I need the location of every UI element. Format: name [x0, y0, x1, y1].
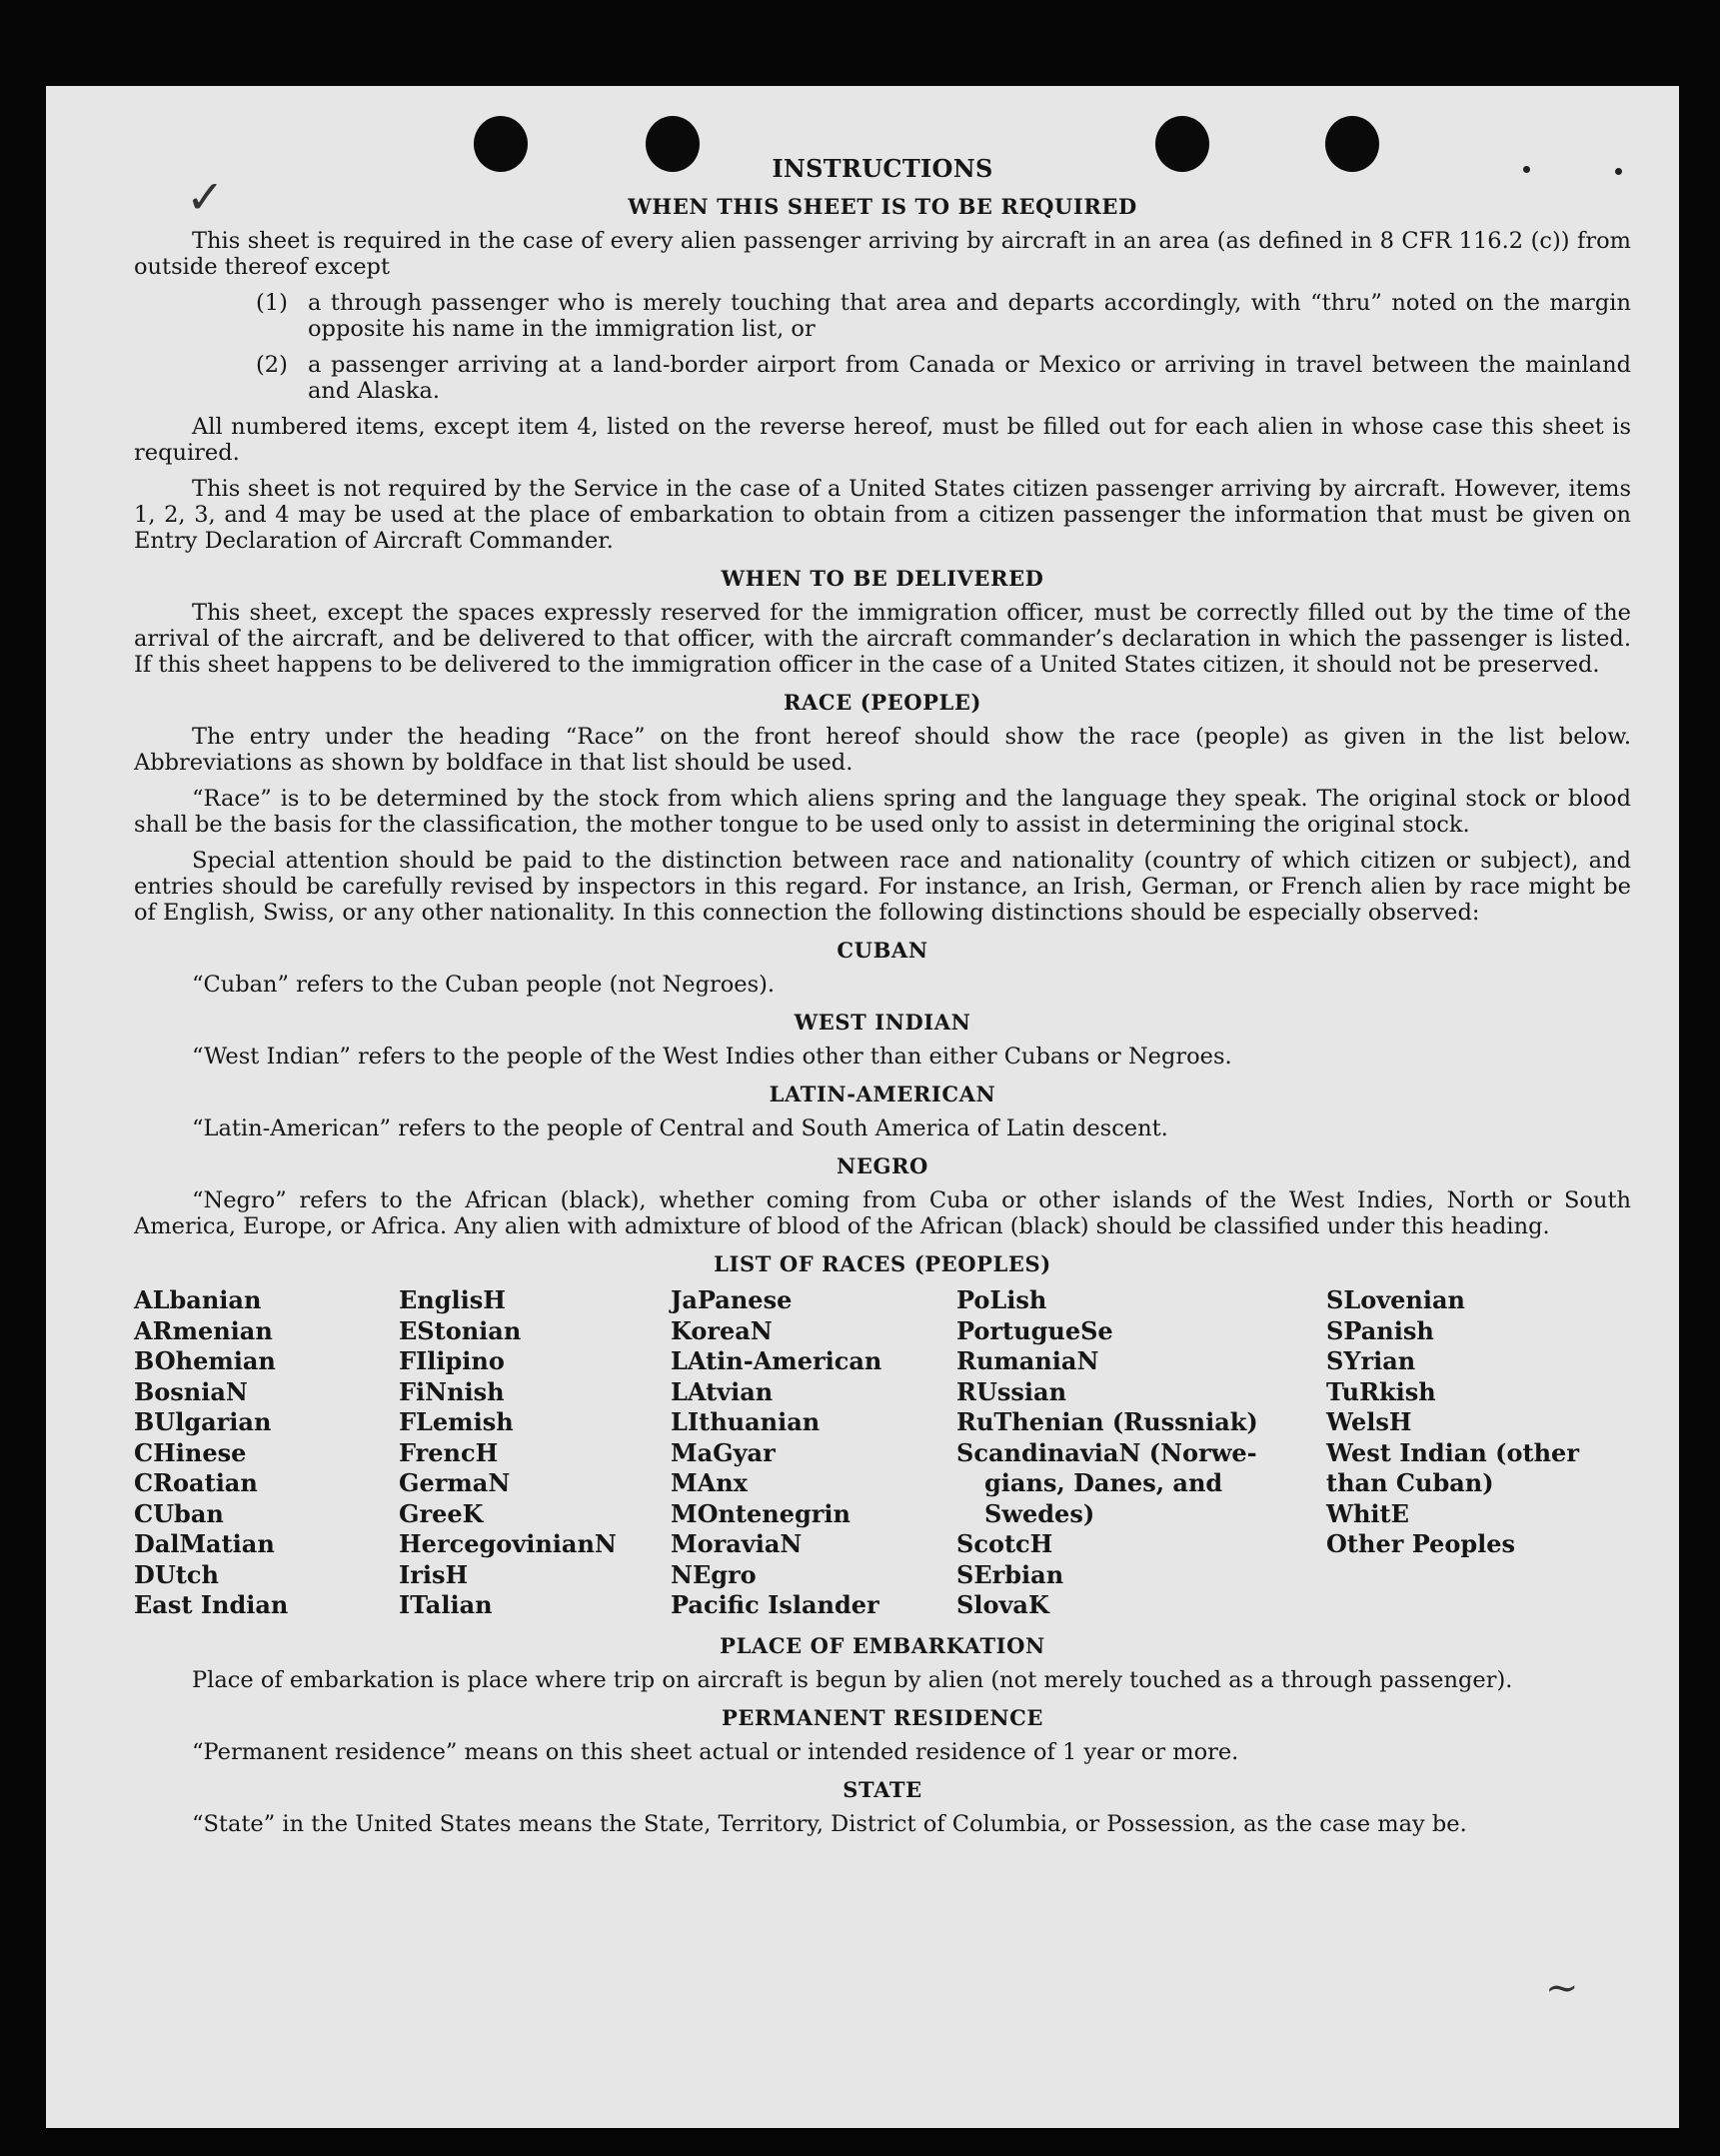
race-entry: SLovenian [1326, 1285, 1465, 1314]
race-entry: BUlgarian [134, 1407, 272, 1436]
item-number: (1) [256, 290, 288, 316]
document-page [46, 86, 1679, 2128]
race-entry-continuation: than Cuban) [1326, 1468, 1494, 1497]
race-entry: LAtin-American [671, 1346, 882, 1375]
race-entry: LIthuanian [671, 1407, 821, 1436]
race-entry: EnglisH [399, 1285, 506, 1314]
race-entry: BOhemian [134, 1346, 276, 1375]
race-entry: FrencH [399, 1437, 499, 1467]
race-entry: East Indian [134, 1590, 289, 1619]
paragraph-citizen: This sheet is not required by the Service in the case of a United States citizen passenger arriving by aircraft. However, items 1, 2, 3, and 4 may be used at the place of embarkation to obtain from a citizen passenger the information that must be given on Entry Declaration of Aircraft Commander. [134, 476, 1631, 554]
race-entry: Other Peoples [1326, 1529, 1516, 1558]
section-heading-residence: PERMANENT RESIDENCE [721, 1704, 1044, 1730]
race-entry-continuation: Swedes) [984, 1498, 1095, 1528]
race-entry: MOntenegrin [671, 1498, 851, 1528]
section-heading-negro: NEGRO [837, 1153, 928, 1178]
definition-cuban: “Cuban” refers to the Cuban people (not Negroes). [192, 972, 776, 998]
race-entry: CRoatian [134, 1468, 258, 1497]
race-entry: CHinese [134, 1437, 247, 1467]
race-entry: SPanish [1326, 1315, 1434, 1345]
paragraph-race-stock: “Race” is to be determined by the stock from which aliens spring and the language they speak. The original stock or blood shall be the basis for the classification, the mother tongue to be used only to assist in determining the original stock. [134, 786, 1631, 838]
paragraph-numbered-items: All numbered items, except item 4, listed on the reverse hereof, must be filled out for each alien in whose case this sheet is required. [134, 414, 1631, 466]
race-entry: NEgro [671, 1559, 757, 1589]
races-column [399, 1285, 671, 1621]
paragraph-delivery: This sheet, except the spaces expressly reserved for the immigration officer, must be correctly filled out by the time of the arrival of the aircraft, and be delivered to that officer, with the aircraft commander’s declaration in which the passenger is listed. If this sheet happens to be delivered to the immigration officer in the case of a United States citizen, it should not be preserved. [134, 600, 1631, 678]
definition-residence: “Permanent residence” means on this sheet actual or intended residence of 1 year or more. [192, 1738, 1239, 1765]
race-entry: GreeK [399, 1498, 484, 1528]
race-entry: SYrian [1326, 1346, 1416, 1375]
race-entry: PortugueSe [956, 1315, 1113, 1345]
race-entry: FIlipino [399, 1346, 505, 1375]
paragraph-embarkation: Place of embarkation is place where trip on aircraft is begun by alien (not merely touched as a through passenger). [192, 1666, 1513, 1693]
race-entry: West Indian (other [1326, 1437, 1579, 1467]
instructions-body [134, 156, 1631, 1847]
race-entry: ALbanian [134, 1285, 262, 1314]
races-column [671, 1285, 956, 1621]
race-entry: Pacific Islander [671, 1590, 879, 1619]
exception-item [256, 290, 1631, 342]
section-heading-when-delivered: WHEN TO BE DELIVERED [721, 566, 1044, 591]
race-entry: DalMatian [134, 1529, 275, 1558]
race-entry: CUban [134, 1498, 224, 1528]
race-entry: ITalian [399, 1590, 493, 1619]
races-column [956, 1285, 1326, 1621]
section-heading-race: RACE (PEOPLE) [783, 690, 982, 715]
section-heading-embarkation: PLACE OF EMBARKATION [720, 1632, 1045, 1658]
race-entry: JaPanese [671, 1285, 793, 1314]
race-entry: BosniaN [134, 1376, 248, 1406]
item-text: a passenger arriving at a land-border airport from Canada or Mexico or arriving in travel between the mainland and Alaska. [308, 352, 1631, 404]
pen-stroke-mark: ~ [1545, 1965, 1579, 2011]
paragraph-required-intro: This sheet is required in the case of every alien passenger arriving by aircraft in an area (as defined in 8 CFR 116.2 (c)) from outside thereof except [134, 228, 1631, 280]
exception-item [256, 352, 1631, 404]
race-entry: WhitE [1326, 1498, 1409, 1528]
section-heading-latin-american: LATIN-AMERICAN [769, 1081, 996, 1106]
race-entry: SlovaK [956, 1590, 1049, 1619]
race-entry: DUtch [134, 1559, 219, 1589]
handwritten-check-mark: ✓ [186, 170, 225, 224]
race-entry: FLemish [399, 1407, 514, 1436]
race-entry: RuThenian (Russniak) [956, 1407, 1258, 1436]
races-column [1326, 1285, 1626, 1621]
race-entry: MaGyar [671, 1437, 776, 1467]
race-entry: KoreaN [671, 1315, 773, 1345]
race-entry: ScandinaviaN (Norwe- [956, 1437, 1257, 1467]
races-column [134, 1285, 399, 1621]
race-entry: GermaN [399, 1468, 511, 1497]
section-heading-west-indian: WEST INDIAN [794, 1010, 971, 1035]
race-entry: RumaniaN [956, 1346, 1099, 1375]
races-list [134, 1285, 1631, 1621]
section-heading-cuban: CUBAN [837, 938, 928, 963]
item-number: (2) [256, 352, 288, 378]
definition-west-indian: “West Indian” refers to the people of the West Indies other than either Cubans or Negroes. [192, 1044, 1232, 1070]
page-title: INSTRUCTIONS [772, 154, 993, 183]
race-entry: IrisH [399, 1559, 469, 1589]
race-entry: TuRkish [1326, 1376, 1436, 1406]
race-entry: PoLish [956, 1285, 1047, 1314]
paragraph-race-nationality: Special attention should be paid to the distinction between race and nationality (country of which citizen or subject), and entries should be carefully revised by inspectors in this regard. For instance, an Irish, German, or French alien by race might be of English, Swiss, or any other nationality. In this connection the following distinctions should be especially observed: [134, 848, 1631, 926]
section-heading-state: STATE [843, 1776, 922, 1802]
race-entry-continuation: gians, Danes, and [984, 1468, 1223, 1497]
race-entry: HercegovinianN [399, 1529, 617, 1558]
race-entry: RUssian [956, 1376, 1067, 1406]
race-entry: MoraviaN [671, 1529, 803, 1558]
paragraph-race-entry: The entry under the heading “Race” on the front hereof should show the race (people) as given in the list below. Abbreviations as shown by boldface in that list should be used. [134, 724, 1631, 776]
section-heading-when-required: WHEN THIS SHEET IS TO BE REQUIRED [628, 194, 1137, 219]
definition-latin-american: “Latin-American” refers to the people of Central and South America of Latin descent. [192, 1115, 1168, 1141]
race-entry: FiNnish [399, 1376, 505, 1406]
race-entry: WelsH [1326, 1407, 1412, 1436]
race-entry: ScotcH [956, 1529, 1053, 1558]
race-entry: EStonian [399, 1315, 522, 1345]
race-entry: SErbian [956, 1559, 1064, 1589]
race-entry: MAnx [671, 1468, 748, 1497]
race-entry: ARmenian [134, 1315, 273, 1345]
definition-state: “State” in the United States means the State, Territory, District of Columbia, or Possession, as the case may be. [192, 1810, 1467, 1837]
section-heading-list-of-races: LIST OF RACES (PEOPLES) [714, 1251, 1051, 1276]
definition-negro: “Negro” refers to the African (black), whether coming from Cuba or other islands of the West Indies, North or South America, Europe, or Africa. Any alien with admixture of blood of the African (black) should be classified under this heading. [134, 1187, 1631, 1239]
race-entry: LAtvian [671, 1376, 774, 1406]
item-text: a through passenger who is merely touching that area and departs accordingly, with “thru” noted on the margin opposite his name in the immigration list, or [308, 290, 1631, 342]
